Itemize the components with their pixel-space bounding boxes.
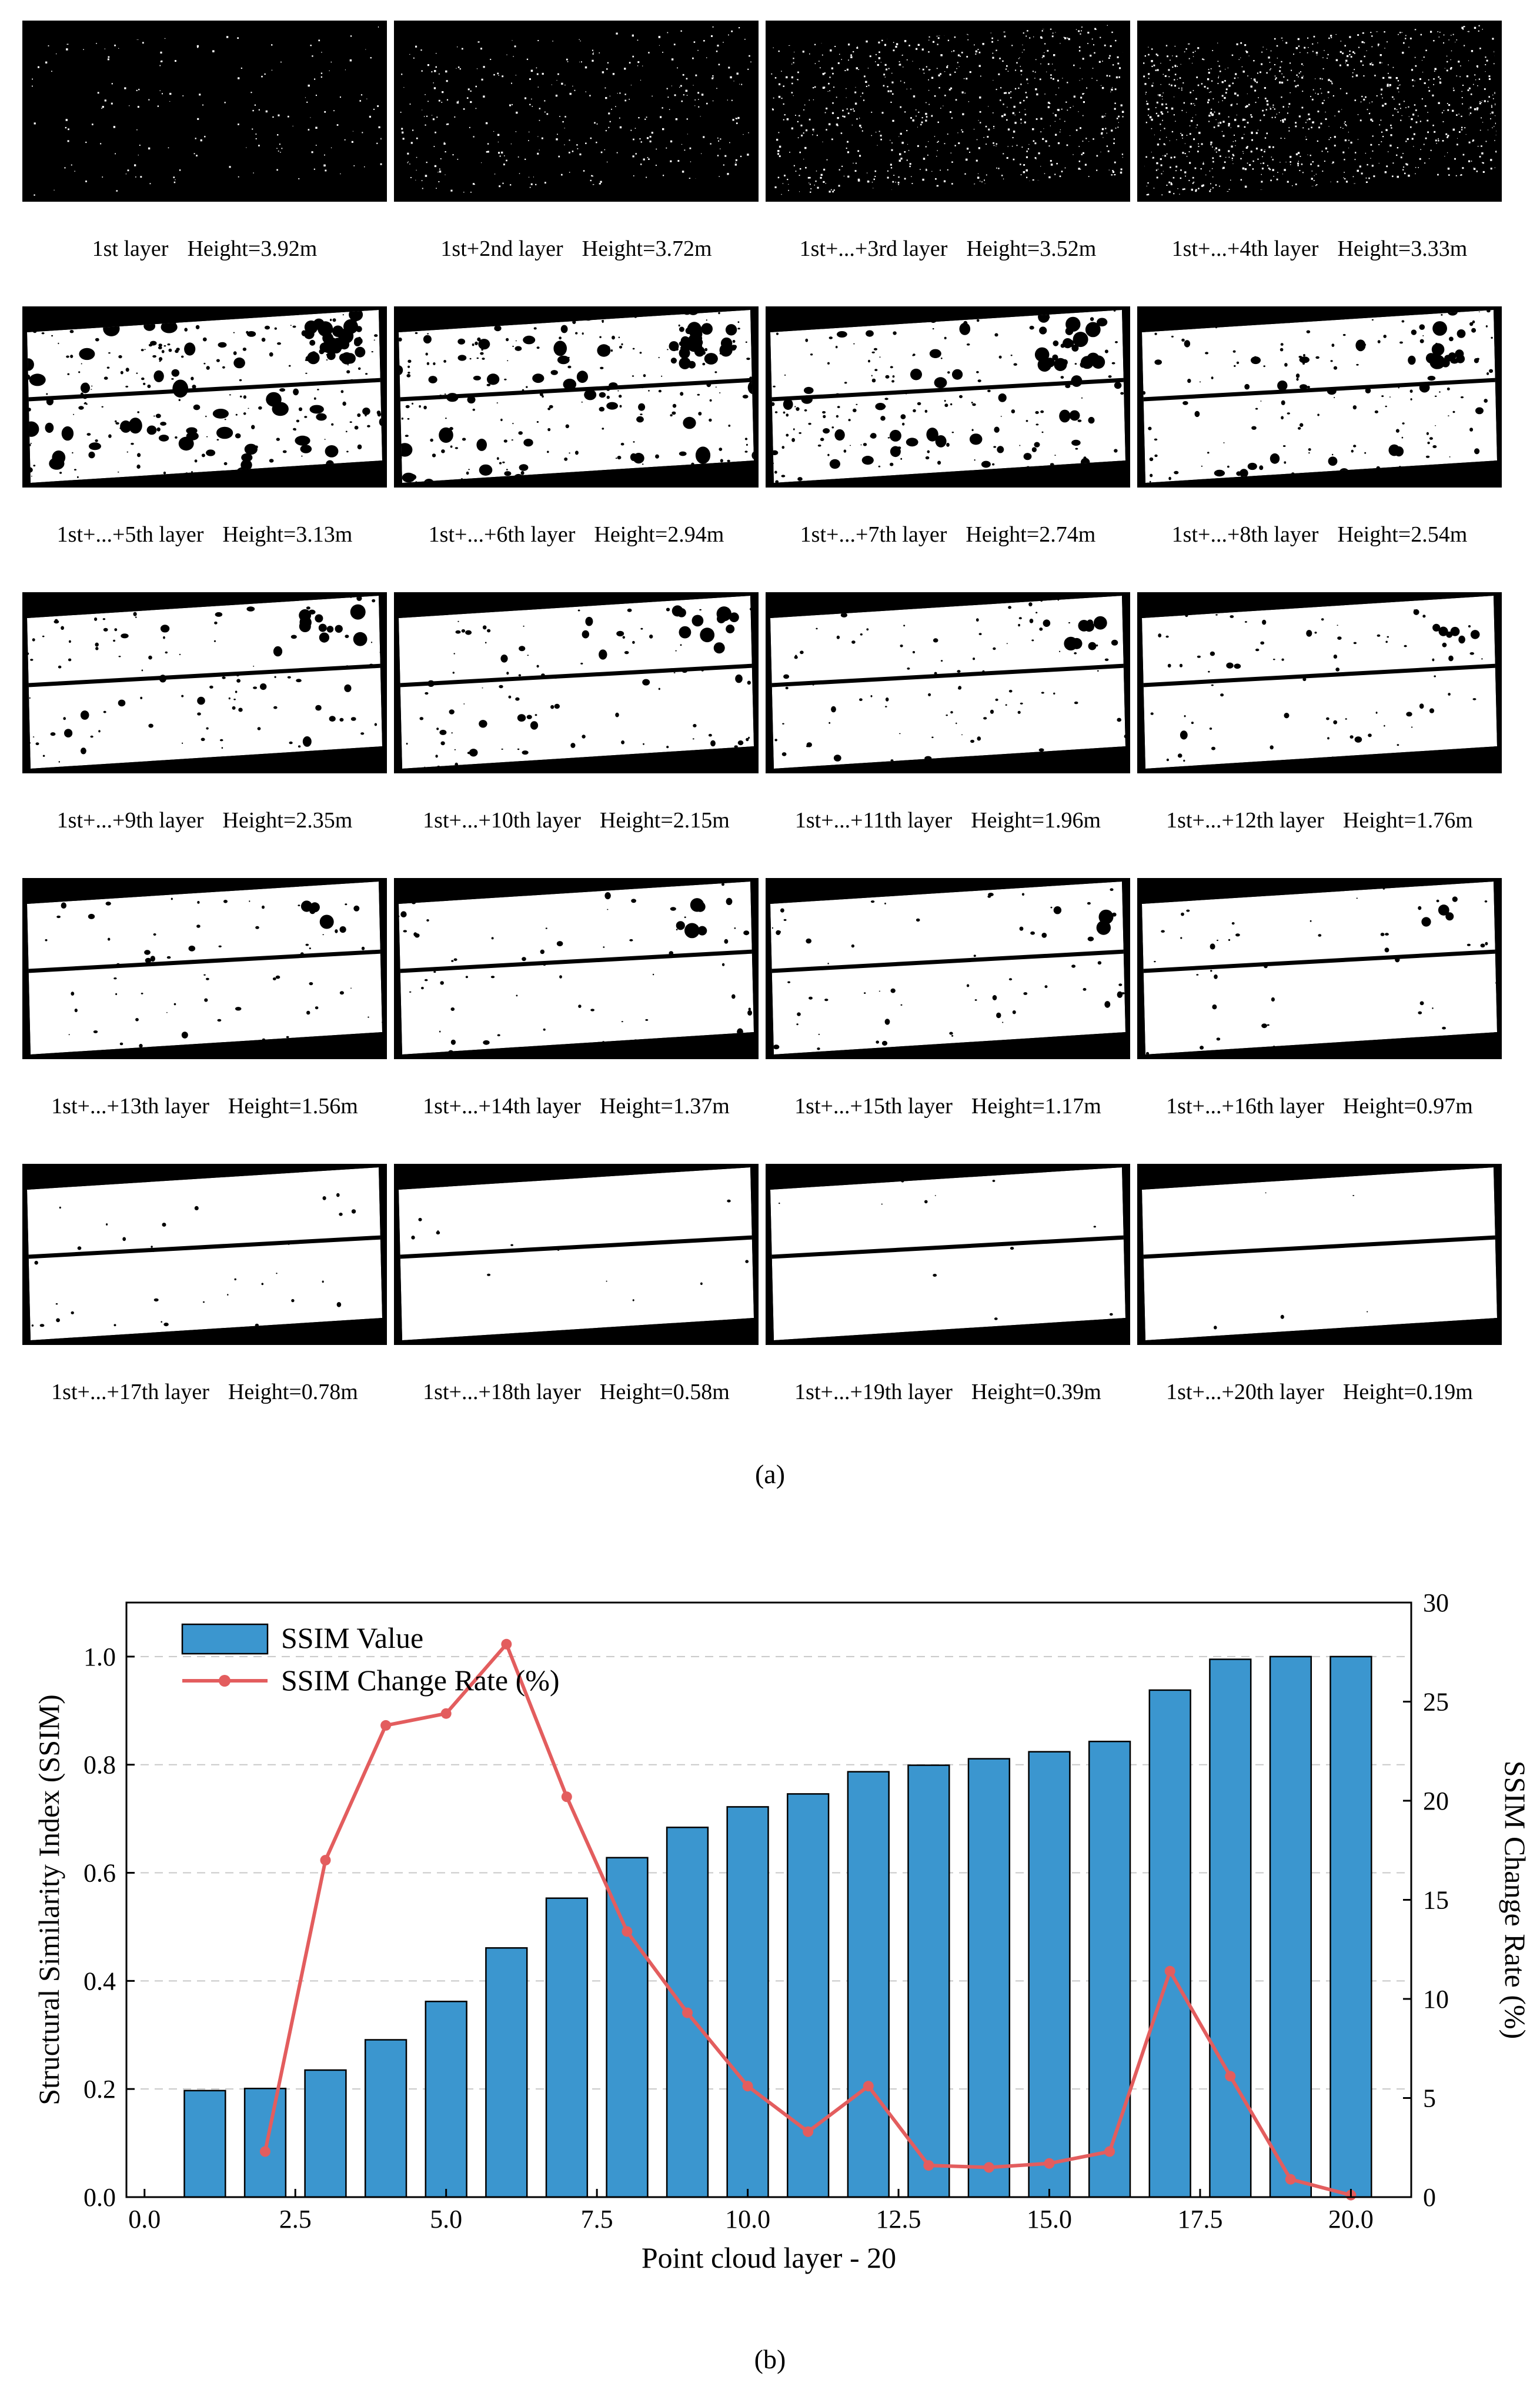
layer-cell [22,592,387,833]
change-rate-point [320,1855,331,1865]
layer-point-cloud-image [766,592,1130,773]
change-rate-point [260,2147,270,2157]
layer-caption [394,807,759,833]
layer-height: Height=2.15m [599,808,730,833]
y-tick-label: 0.8 [83,1750,116,1780]
ssim-bar [1270,1657,1311,2197]
legend [182,1621,560,1697]
y-tick-label: 0.4 [83,1967,116,1996]
layer-name: 1st+...+15th layer [794,1094,953,1119]
legend-line-marker [219,1675,231,1687]
y2-tick-label: 15 [1423,1885,1449,1915]
y2-tick-label: 20 [1423,1787,1449,1815]
change-rate-point [984,2162,994,2173]
layer-cell [766,21,1130,262]
layer-name: 1st+...+4th layer [1171,236,1319,261]
layer-point-cloud-image [22,878,387,1059]
x-tick-label: 20.0 [1328,2205,1374,2234]
layer-name: 1st+...+18th layer [423,1380,581,1404]
layer-caption [1137,807,1502,833]
layer-name: 1st+...+9th layer [56,808,204,833]
ssim-bar [908,1765,950,2197]
layer-point-cloud-image [1137,592,1502,773]
layer-cell [1137,21,1502,262]
change-rate-point [380,1720,391,1731]
layer-height: Height=1.76m [1342,808,1473,833]
layer-height: Height=2.94m [594,522,724,547]
ssim-bar [426,2001,467,2197]
ssim-bar [1210,1660,1251,2198]
change-rate-point [1044,2158,1055,2169]
layer-height: Height=1.17m [971,1094,1101,1119]
x-tick-label: 10.0 [725,2205,771,2234]
layer-name: 1st+...+6th layer [428,522,576,547]
layer-cell [22,21,387,262]
layer-name: 1st+...+11th layer [794,808,953,833]
ssim-bar [968,1759,1010,2197]
layer-point-cloud-image [394,21,759,202]
layer-height: Height=2.35m [222,808,353,833]
layer-point-cloud-image [766,306,1130,488]
layer-cell [1137,306,1502,548]
legend-bar-label: SSIM Value [281,1621,424,1654]
change-rate-point [1285,2174,1296,2185]
y2-tick-label: 5 [1423,2084,1436,2113]
layer-height: Height=2.54m [1337,522,1468,547]
y2-tick-label: 30 [1423,1588,1449,1617]
layer-point-cloud-image [766,21,1130,202]
layer-height: Height=0.58m [599,1380,730,1404]
ssim-bar [1029,1752,1070,2197]
layer-height: Height=3.72m [582,236,712,261]
layer-caption [1137,522,1502,548]
layer-name: 1st+...+13th layer [51,1094,209,1119]
change-rate-point [1104,2147,1115,2157]
x-tick-label: 0.0 [128,2205,161,2234]
y2-axis-label: SSIM Change Rate (%) [1499,1760,1532,2039]
y-tick-label: 0.2 [83,2075,116,2104]
layer-name: 1st+...+19th layer [794,1380,953,1404]
layer-height: Height=1.37m [599,1094,730,1119]
layer-name: 1st+...+12th layer [1166,808,1324,833]
layer-caption [22,1379,387,1405]
layer-cell [1137,878,1502,1119]
change-rate-point [743,2081,753,2091]
layer-point-cloud-image [1137,878,1502,1059]
layer-name: 1st+...+17th layer [51,1380,209,1404]
change-rate-point [803,2127,813,2137]
layer-caption [1137,1093,1502,1119]
layer-caption [394,1093,759,1119]
layer-caption [22,1093,387,1119]
layer-caption [766,1093,1130,1119]
layer-cell [766,306,1130,548]
y2-tick-label: 0 [1423,2183,1436,2212]
layer-cell [394,1164,759,1405]
panel-a-label: (a) [754,1459,786,1489]
change-rate-point [863,2081,874,2091]
layer-caption [394,236,759,262]
layer-height: Height=0.39m [971,1380,1101,1404]
layer-name: 1st+...+10th layer [423,808,581,833]
layer-point-cloud-image [766,878,1130,1059]
ssim-bar [305,2070,346,2197]
layer-point-cloud-image [22,306,387,488]
legend-line-label: SSIM Change Rate (%) [281,1664,560,1697]
layer-caption [22,522,387,548]
layer-height: Height=3.52m [966,236,1097,261]
layer-point-cloud-image [1137,306,1502,488]
x-tick-label: 12.5 [876,2205,921,2234]
layer-caption [766,1379,1130,1405]
layer-height: Height=3.33m [1337,236,1468,261]
layer-caption [766,236,1130,262]
change-rate-point [1225,2071,1235,2081]
layer-cell [22,878,387,1119]
panel-b-label: (b) [754,2344,786,2374]
legend-bar-swatch [182,1624,268,1654]
layer-name: 1st+...+7th layer [800,522,947,547]
ssim-bars [185,1657,1372,2197]
layer-height: Height=0.19m [1342,1380,1473,1404]
ssim-chart [0,1553,1540,2335]
ssim-bar [365,2040,406,2198]
layer-cell [394,592,759,833]
layer-name: 1st+2nd layer [440,236,563,261]
x-tick-label: 15.0 [1027,2205,1073,2234]
layer-cell [22,306,387,548]
layer-point-cloud-image [1137,1164,1502,1345]
y2-tick-label: 25 [1423,1687,1449,1717]
x-tick-label: 7.5 [580,2205,613,2234]
layer-caption [394,522,759,548]
ssim-bar [848,1772,889,2197]
layer-name: 1st layer [92,236,169,261]
layer-height: Height=0.97m [1342,1094,1473,1119]
layer-caption [766,807,1130,833]
change-rate-point [682,2008,693,2018]
layer-cell [1137,1164,1502,1405]
y-axis-label: Structural Similarity Index (SSIM) [32,1694,65,2105]
layer-caption [766,522,1130,548]
change-rate-point [562,1791,572,1802]
layer-point-cloud-image [394,592,759,773]
ssim-bar [1150,1690,1191,2197]
layer-point-cloud-image [22,21,387,202]
layer-cell [394,878,759,1119]
ssim-bar [1331,1657,1372,2197]
layer-cell [394,21,759,262]
layer-point-cloud-image [394,306,759,488]
ssim-bar [486,1948,527,2197]
layer-name: 1st+...+20th layer [1166,1380,1324,1404]
layer-name: 1st+...+3rd layer [799,236,948,261]
y-tick-label: 0.0 [83,2183,116,2212]
ssim-bar [1089,1741,1130,2197]
layer-cell [766,592,1130,833]
layer-caption [394,1379,759,1405]
ssim-bar [607,1858,648,2197]
layer-point-cloud-image [394,1164,759,1345]
layer-point-cloud-image [1137,21,1502,202]
layer-caption [1137,236,1502,262]
layer-height: Height=2.74m [966,522,1096,547]
layer-point-cloud-image [22,592,387,773]
layer-name: 1st+...+8th layer [1171,522,1319,547]
y2-tick-label: 10 [1423,1985,1449,2014]
layer-height: Height=3.92m [187,236,318,261]
x-tick-label: 2.5 [279,2205,312,2234]
change-rate-point [501,1639,512,1650]
change-rate-point [622,1926,632,1937]
layer-caption [1137,1379,1502,1405]
y-tick-label: 0.6 [83,1858,116,1888]
y-tick-label: 1.0 [83,1642,116,1671]
layer-caption [22,236,387,262]
change-rate-point [441,1708,452,1719]
layer-caption [22,807,387,833]
layer-height: Height=1.56m [228,1094,358,1119]
x-tick-label: 5.0 [430,2205,463,2234]
layer-name: 1st+...+14th layer [423,1094,581,1119]
layer-height: Height=3.13m [222,522,353,547]
change-rate-point [1165,1966,1175,1977]
layer-cell [394,306,759,548]
layer-cell [766,878,1130,1119]
layer-cell [766,1164,1130,1405]
change-rate-point [923,2160,934,2171]
layer-height: Height=0.78m [228,1380,358,1404]
layer-cell [1137,592,1502,833]
layer-point-cloud-image [22,1164,387,1345]
ssim-bar [546,1898,587,2197]
layer-cell [22,1164,387,1405]
layer-height: Height=1.96m [971,808,1101,833]
x-tick-label: 17.5 [1177,2205,1223,2234]
layer-point-cloud-image [766,1164,1130,1345]
layer-point-cloud-image [394,878,759,1059]
ssim-bar [727,1807,769,2197]
layer-name: 1st+...+5th layer [56,522,204,547]
layer-name: 1st+...+16th layer [1166,1094,1324,1119]
ssim-bar [185,2091,226,2197]
x-axis-label: Point cloud layer - 20 [641,2241,897,2274]
